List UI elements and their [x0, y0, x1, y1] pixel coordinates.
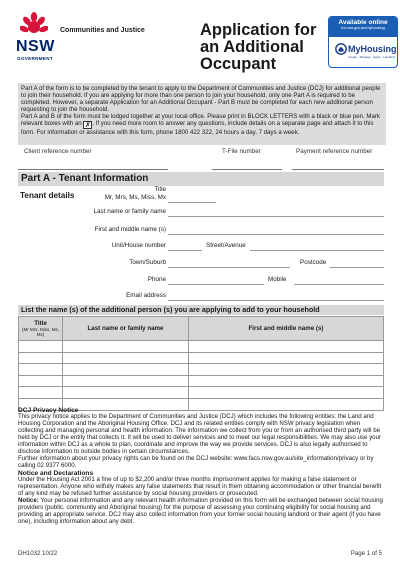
unit-number-field[interactable] [168, 240, 202, 251]
title-options: Mr, Mrs, Ms, Miss, Mx [104, 194, 166, 201]
title-label: Title [154, 186, 166, 193]
unit-number-label: Unit/House number [111, 242, 166, 249]
form-title [200, 22, 318, 73]
instructions-paragraph-1: Part A of the form is to be completed by the tenant to apply to the Department of Communities and Justice (DCJ) for additional people to join their household. If you are applying for more than one person to join your household, only one Part A is required to be completed. However, a separate Application for an Additional Occupant - Part B must be completed for each new additional person requesting to join the household. [21, 85, 381, 113]
form-title-line-3: Occupant [200, 55, 277, 73]
title-cell[interactable] [19, 352, 63, 364]
table-header-row [19, 317, 384, 341]
notice-label: Notice: [18, 496, 39, 504]
instructions-paragraph-2-end: . If you need more room to answer any questions, include details on a separate page and attach it to this form. For information or assistance with this form, phone 1800 422 322, 24 hours a day, 7 days a week. [21, 120, 374, 136]
privacy-paragraph-2: Further information about your privacy rights can be found on the DCJ website: www.facs.nsw.gov.au/site_information/privacy or by calling 02 9377 6000. [18, 454, 374, 469]
email-field[interactable] [168, 290, 384, 301]
first-names-cell[interactable] [189, 375, 384, 387]
street-label: Street/Avenue [206, 242, 246, 249]
myhousing-tagline: Create · Manage · Apply · Landlord [348, 55, 395, 59]
column-title-label: Title [34, 320, 47, 327]
example-mark-box: ✗ [84, 122, 91, 129]
nsw-government-logo [16, 12, 56, 68]
myhousing-name: MyHousing [348, 44, 397, 54]
form-code: DH1032 10/22 [18, 550, 58, 557]
title-cell[interactable] [19, 375, 63, 387]
table-row [19, 387, 384, 399]
table-row [19, 341, 384, 353]
myhousing-url[interactable]: for.nsw.gov.au/myhousing [341, 26, 385, 30]
table-row [19, 375, 384, 387]
myhousing-pin-icon [335, 43, 347, 55]
additional-persons-table [18, 316, 384, 411]
last-name-cell[interactable] [63, 387, 189, 399]
payment-reference-field[interactable] [292, 169, 384, 170]
part-a-heading: Part A - Tenant Information [18, 172, 384, 186]
last-name-cell[interactable] [63, 341, 189, 353]
mobile-label: Mobile [268, 276, 287, 283]
column-title-options: (Mr Mrs, Miss, Ms, Mx) [22, 327, 59, 337]
phone-label: Phone [147, 276, 166, 283]
client-reference-field[interactable] [18, 169, 168, 170]
first-names-cell[interactable] [189, 352, 384, 364]
email-label: Email address [126, 292, 166, 299]
available-online-badge[interactable] [328, 16, 398, 68]
declarations-heading: Notice and Declarations [18, 469, 94, 477]
myhousing-logo [335, 41, 395, 61]
privacy-notice [18, 407, 386, 525]
declarations-paragraph: Under the Housing Act 2001 a fine of up to $2,200 and/or three months imprisonment applies for making a false statement or representation. Anyone who wilfully makes any false statements that result in them obtaining accommodation or other financial benefit of any kind may be refused further assistance by social housing providers or prosecuted. [18, 476, 382, 497]
form-header [16, 12, 397, 78]
table-row [19, 364, 384, 376]
department-name: Communities and Justice [60, 27, 145, 34]
available-online-title: Available online [338, 19, 388, 26]
last-name-cell[interactable] [63, 375, 189, 387]
tfile-number-field[interactable] [212, 169, 282, 170]
phone-field[interactable] [168, 274, 264, 285]
client-reference-label: Client reference number [24, 148, 92, 155]
instructions-paragraph-2-start: Part A and B of the form must be lodged together at your local office. Please print in BLOCK LETTERS with a black or blue pen. Mark relevant boxes with an [21, 113, 380, 127]
notice-text: Your personal information and any relevant health information provided on this form will be exchanged between social housing providers (public, community and Aboriginal housing) for the purpose of assessing your continuing eligibility for social housing and providing an appropriate service. DCJ may also collect information from your former social housing landlord or their agent (if you have one), including information about any debt. [18, 496, 383, 525]
postcode-field[interactable] [330, 257, 384, 268]
title-cell[interactable] [19, 341, 63, 353]
last-name-cell[interactable] [63, 364, 189, 376]
additional-persons-rows [19, 341, 384, 411]
available-online-banner [329, 17, 397, 37]
postcode-label: Postcode [300, 259, 327, 266]
privacy-paragraph-1: This privacy notice applies to the Department of Communities and Justice (DCJ) which includes the following entities: the Land and Housing Corporation and the Aboriginal Housing Office. DCJ and its related entities comply with NSW privacy legislation when collecting and managing personal and health information. The information we collect from you or from an authorised third party will be held by DCJ or the entity that collects it. It will be used to deliver services and to meet our legal responsibilities. We may also use your information within DCJ as a whole to plan, coordinate and improve the way we provide services. DCJ is also legally authorised to disclose information to outside bodies in certain circumstances. [18, 413, 382, 455]
form-title-line-2: an Additional [200, 38, 304, 56]
additional-persons-heading: List the name (s) of the additional person (s) you are applying to add to your household [18, 305, 384, 315]
town-field[interactable] [168, 257, 290, 268]
tenant-details-label: Tenant details [20, 191, 75, 200]
first-names-cell[interactable] [189, 364, 384, 376]
payment-reference-label: Payment reference number [296, 148, 373, 155]
first-names-cell[interactable] [189, 387, 384, 399]
form-title-line-1: Application for [200, 21, 317, 39]
title-cell[interactable] [19, 364, 63, 376]
street-field[interactable] [250, 240, 384, 251]
first-names-label: First and middle name (s) [94, 226, 166, 233]
title-field[interactable] [168, 192, 216, 203]
column-title [19, 317, 63, 341]
town-label: Town/Suburb [129, 259, 166, 266]
last-name-label: Last name or family name [93, 208, 166, 215]
first-names-field[interactable] [168, 224, 384, 235]
first-names-cell[interactable] [189, 341, 384, 353]
column-last-name: Last name or family name [63, 317, 189, 341]
form-instructions [18, 83, 386, 145]
last-name-field[interactable] [168, 206, 384, 217]
tfile-number-label: T-File number [222, 148, 261, 155]
column-first-names: First and middle name (s) [189, 317, 384, 341]
table-row [19, 352, 384, 364]
waratah-icon [20, 12, 48, 38]
privacy-heading: DCJ Privacy Notice [18, 407, 79, 414]
government-logo-text: GOVERNMENT [17, 56, 53, 61]
page-number: Page 1 of 5 [350, 550, 382, 557]
mobile-field[interactable] [294, 274, 384, 285]
nsw-logo-text: NSW [16, 38, 55, 55]
instructions-paragraph-2 [21, 113, 383, 136]
title-cell[interactable] [19, 387, 63, 399]
last-name-cell[interactable] [63, 352, 189, 364]
notice-paragraph [18, 498, 386, 526]
